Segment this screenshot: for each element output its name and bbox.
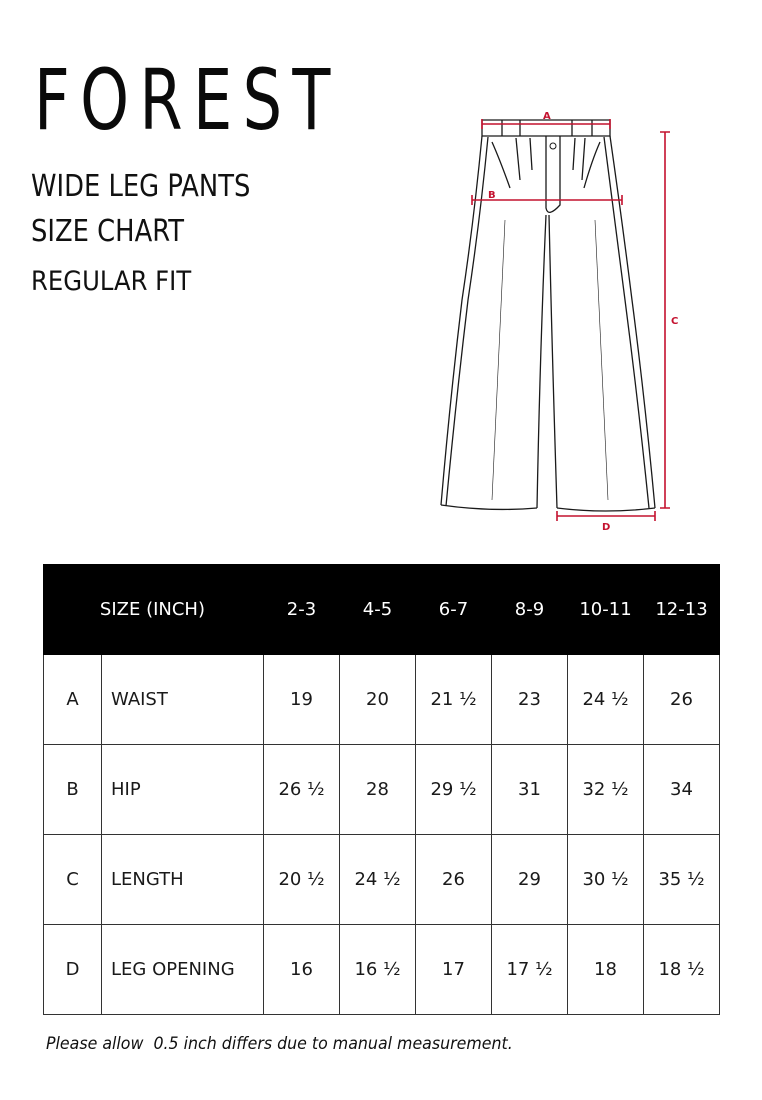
table-cell: 35 ½ — [644, 835, 720, 925]
table-row — [44, 835, 720, 925]
table-cell: 32 ½ — [568, 745, 644, 835]
table-cell: 26 — [416, 835, 492, 925]
table-cell: 31 — [492, 745, 568, 835]
table-cell: 28 — [340, 745, 416, 835]
table-cell: 30 ½ — [568, 835, 644, 925]
table-cell: 16 ½ — [340, 925, 416, 1015]
table-cell: 16 — [264, 925, 340, 1015]
table-cell: 21 ½ — [416, 655, 492, 745]
table-header-row — [44, 565, 720, 655]
dim-label-b: B — [488, 190, 496, 201]
row-code: D — [44, 925, 102, 1015]
table-cell: 20 ½ — [264, 835, 340, 925]
row-name: LENGTH — [102, 835, 264, 925]
row-code: B — [44, 745, 102, 835]
table-cell: 29 — [492, 835, 568, 925]
table-cell: 24 ½ — [568, 655, 644, 745]
table-cell: 18 — [568, 925, 644, 1015]
dim-label-c: C — [671, 316, 679, 327]
table-cell: 17 ½ — [492, 925, 568, 1015]
table-cell: 34 — [644, 745, 720, 835]
table-cell: 26 — [644, 655, 720, 745]
header-size: 10-11 — [568, 565, 644, 655]
table-row — [44, 745, 720, 835]
dim-label-a: A — [543, 111, 551, 122]
row-name: LEG OPENING — [102, 925, 264, 1015]
table-row — [44, 655, 720, 745]
header-size: 4-5 — [340, 565, 416, 655]
table-cell: 26 ½ — [264, 745, 340, 835]
table-cell: 23 — [492, 655, 568, 745]
table-cell: 19 — [264, 655, 340, 745]
header-size-label: SIZE (INCH) — [44, 565, 264, 655]
fit-label: REGULAR FIT — [31, 266, 192, 297]
header-size: 6-7 — [416, 565, 492, 655]
table-cell: 20 — [340, 655, 416, 745]
table-cell: 18 ½ — [644, 925, 720, 1015]
row-name: WAIST — [102, 655, 264, 745]
row-name: HIP — [102, 745, 264, 835]
header-size: 12-13 — [644, 565, 720, 655]
dimension-lines — [472, 119, 670, 521]
table-cell: 24 ½ — [340, 835, 416, 925]
footnote: Please allow 0.5 inch differs due to manual measurement. — [46, 1034, 513, 1054]
table-cell: 17 — [416, 925, 492, 1015]
header-size: 2-3 — [264, 565, 340, 655]
pants-outline — [441, 120, 655, 511]
product-title: WIDE LEG PANTS — [31, 169, 251, 204]
button-icon — [550, 143, 556, 149]
size-table — [43, 564, 720, 1015]
brand-logo: FOREST — [34, 51, 341, 149]
header-size: 8-9 — [492, 565, 568, 655]
table-row — [44, 925, 720, 1015]
dim-label-d: D — [602, 522, 611, 533]
row-code: C — [44, 835, 102, 925]
row-code: A — [44, 655, 102, 745]
chart-title: SIZE CHART — [31, 214, 185, 249]
table-cell: 29 ½ — [416, 745, 492, 835]
pants-diagram — [420, 100, 700, 540]
